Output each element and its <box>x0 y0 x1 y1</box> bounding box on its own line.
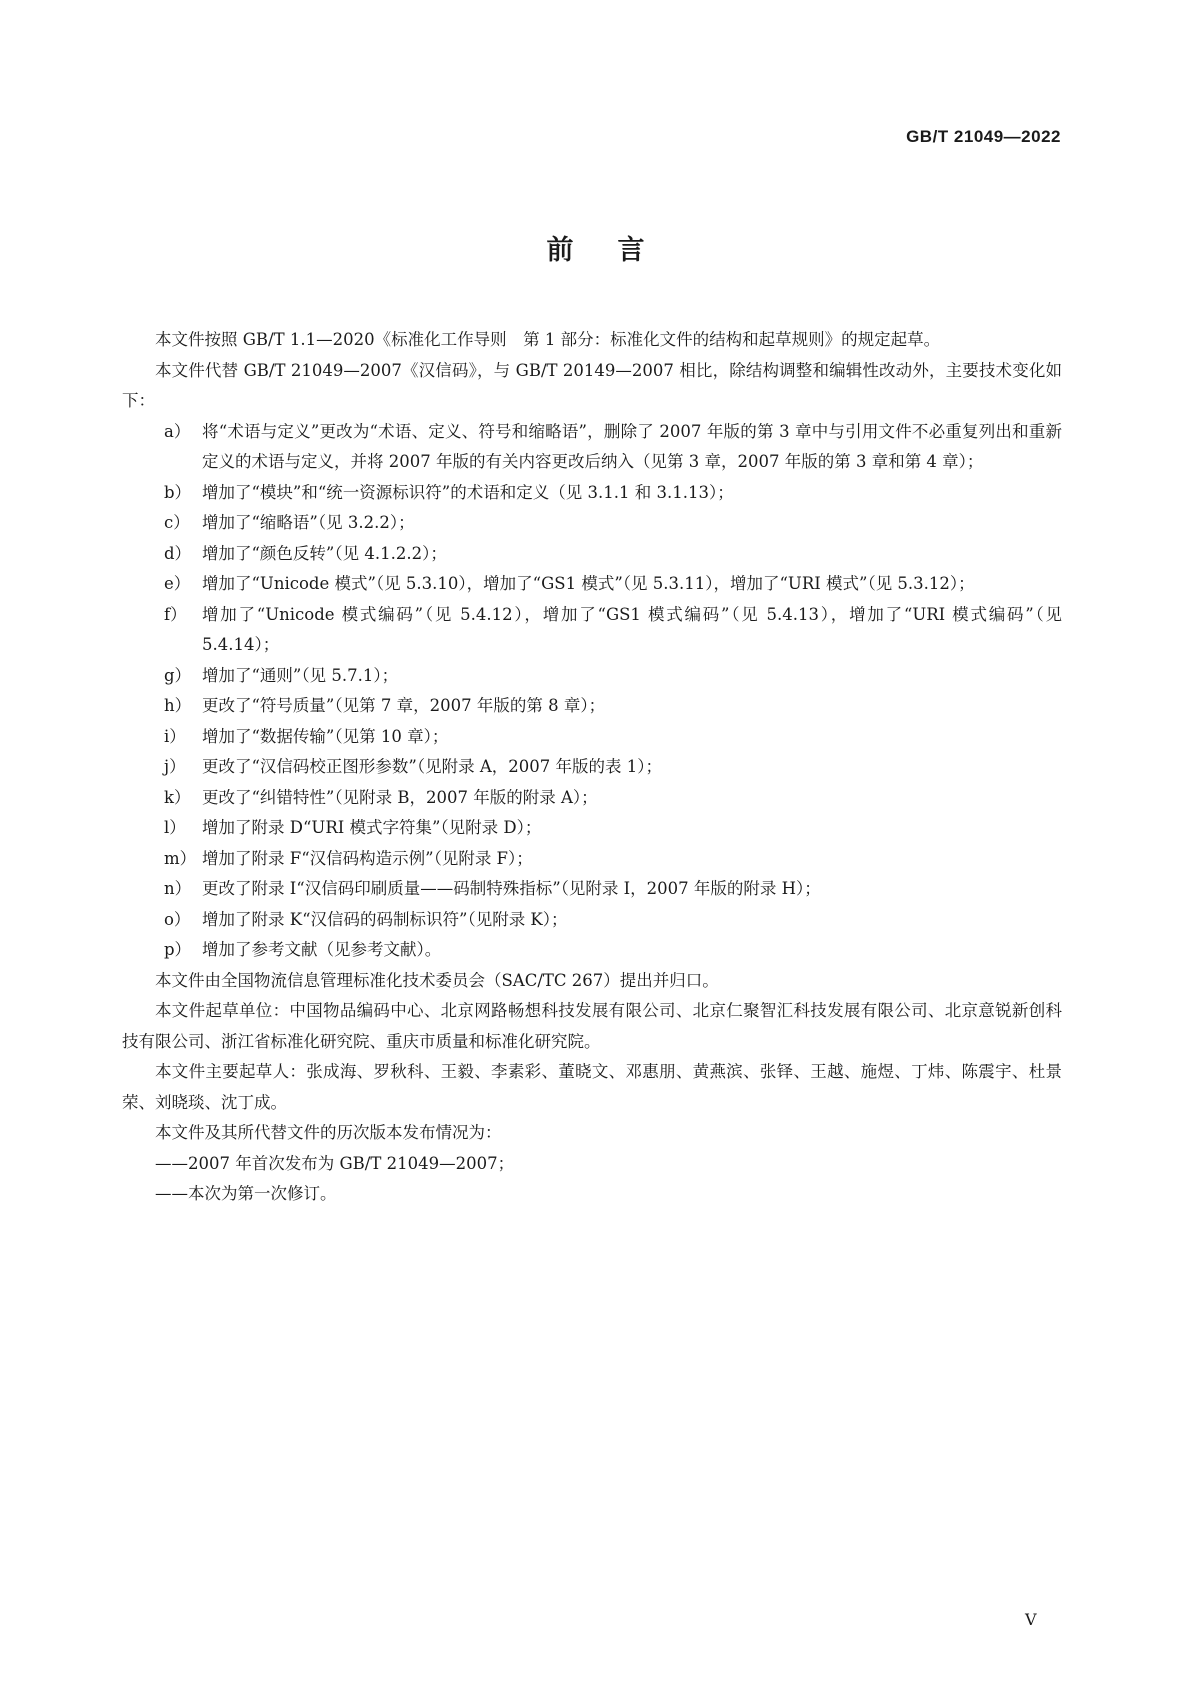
foreword-body <box>122 325 1062 1210</box>
list-item <box>122 691 1062 722</box>
paragraph-drafters: 本文件主要起草人：张成海、罗秋科、王毅、李素彩、董晓文、邓惠朋、黄燕滨、张铎、王越、施煜、丁炜、陈震宇、杜景荣、刘晓琰、沈丁成。 <box>122 1062 1062 1112</box>
list-item-text: 增加了附录 K“汉信码的码制标识符”（见附录 K）； <box>202 909 568 929</box>
list-item <box>122 661 1062 692</box>
list-item-text: 增加了参考文献（见参考文献）。 <box>202 940 442 959</box>
list-marker: m） <box>164 848 197 868</box>
list-item-text: 增加了“缩略语”（见 3.2.2）； <box>202 513 415 532</box>
list-marker: b） <box>164 482 192 502</box>
history-list <box>122 1149 1062 1210</box>
list-item-text: 增加了“Unicode 模式编码”（见 5.4.12），增加了“GS1 模式编码”（见 5.4.13），增加了“URI 模式编码”（见 5.4.14）； <box>202 604 1062 654</box>
list-marker: h） <box>164 696 192 715</box>
paragraph-drafting-rules: 本文件按照 GB/T 1.1—2020《标准化工作导则 第 1 部分：标准化文件的结构和起草规则》的规定起草。 <box>155 330 941 349</box>
list-item-text: 增加了“通则”（见 5.7.1）； <box>202 665 399 685</box>
paragraph-drafting-units: 本文件起草单位：中国物品编码中心、北京网路畅想科技发展有限公司、北京仁聚智汇科技发展有限公司、北京意锐新创科技有限公司、浙江省标准化研究院、重庆市质量和标准化研究院。 <box>122 1001 1062 1051</box>
list-item-text: 更改了“纠错特性”（见附录 B，2007 年版的附录 A）； <box>202 787 598 807</box>
history-item: ——2007 年首次发布为 GB/T 21049—2007； <box>155 1153 515 1173</box>
list-item-text: 增加了附录 F“汉信码构造示例”（见附录 F）； <box>202 848 533 868</box>
page-number: V <box>1025 1610 1037 1629</box>
paragraph-proposer: 本文件由全国物流信息管理标准化技术委员会（SAC/TC 267）提出并归口。 <box>155 970 719 990</box>
list-item <box>122 874 1062 905</box>
list-marker: d） <box>164 543 192 563</box>
list-item-text: 增加了“Unicode 模式”（见 5.3.10），增加了“GS1 模式”（见 5.3.11），增加了“URI 模式”（见 5.3.12）； <box>202 574 975 593</box>
list-item <box>122 935 1062 966</box>
list-item-text: 更改了附录 I“汉信码印刷质量——码制特殊指标”（见附录 I，2007 年版的附录 H）； <box>202 879 821 898</box>
list-marker: p） <box>164 940 192 959</box>
list-item <box>122 539 1062 570</box>
list-item-text: 增加了“数据传输”（见第 10 章）； <box>202 726 449 746</box>
list-item <box>122 569 1062 600</box>
list-item-text: 增加了“颜色反转”（见 4.1.2.2）； <box>202 543 447 563</box>
list-marker: k） <box>164 787 191 807</box>
list-item <box>122 508 1062 539</box>
list-item-text: 更改了“符号质量”（见第 7 章，2007 年版的第 8 章）； <box>202 696 606 715</box>
list-item <box>122 783 1062 814</box>
list-item-text: 将“术语与定义”更改为“术语、定义、符号和缩略语”，删除了 2007 年版的第 3 章中与引用文件不必重复列出和重新定义的术语与定义，并将 2007 年版的有关内容更改后纳入（见第 3 章，2007 年版的第 3 章和第 4 章）； <box>202 421 1062 471</box>
list-marker: j） <box>164 757 186 776</box>
list-marker: o） <box>164 909 191 929</box>
page-title: 前言 <box>546 235 689 266</box>
list-item <box>122 600 1062 661</box>
list-item <box>122 905 1062 936</box>
list-marker: g） <box>164 665 192 685</box>
list-item <box>122 722 1062 753</box>
paragraph-history-intro: 本文件及其所代替文件的历次版本发布情况为： <box>155 1123 502 1142</box>
paragraph-replacement: 本文件代替 GB/T 21049—2007《汉信码》，与 GB/T 20149—2007 相比，除结构调整和编辑性改动外，主要技术变化如下： <box>122 360 1062 410</box>
list-item <box>122 844 1062 875</box>
list-marker: c） <box>164 513 190 532</box>
list-marker: f） <box>164 604 187 624</box>
list-item-text: 更改了“汉信码校正图形参数”（见附录 A，2007 年版的表 1）； <box>202 757 663 776</box>
list-marker: l） <box>164 818 186 837</box>
standard-code: GB/T 21049—2022 <box>906 127 1061 146</box>
list-item <box>122 813 1062 844</box>
list-item-text: 增加了附录 D“URI 模式字符集”（见附录 D）； <box>202 818 542 837</box>
list-item <box>122 417 1062 478</box>
history-item: ——本次为第一次修订。 <box>155 1184 337 1203</box>
changes-list <box>122 417 1062 966</box>
list-marker: e） <box>164 574 191 593</box>
list-item <box>122 478 1062 509</box>
list-marker: n） <box>164 879 192 898</box>
list-item-text: 增加了“模块”和“统一资源标识符”的术语和定义（见 3.1.1 和 3.1.13）； <box>202 482 734 502</box>
list-marker: a） <box>164 421 191 441</box>
list-item <box>122 752 1062 783</box>
list-marker: i） <box>164 726 186 746</box>
